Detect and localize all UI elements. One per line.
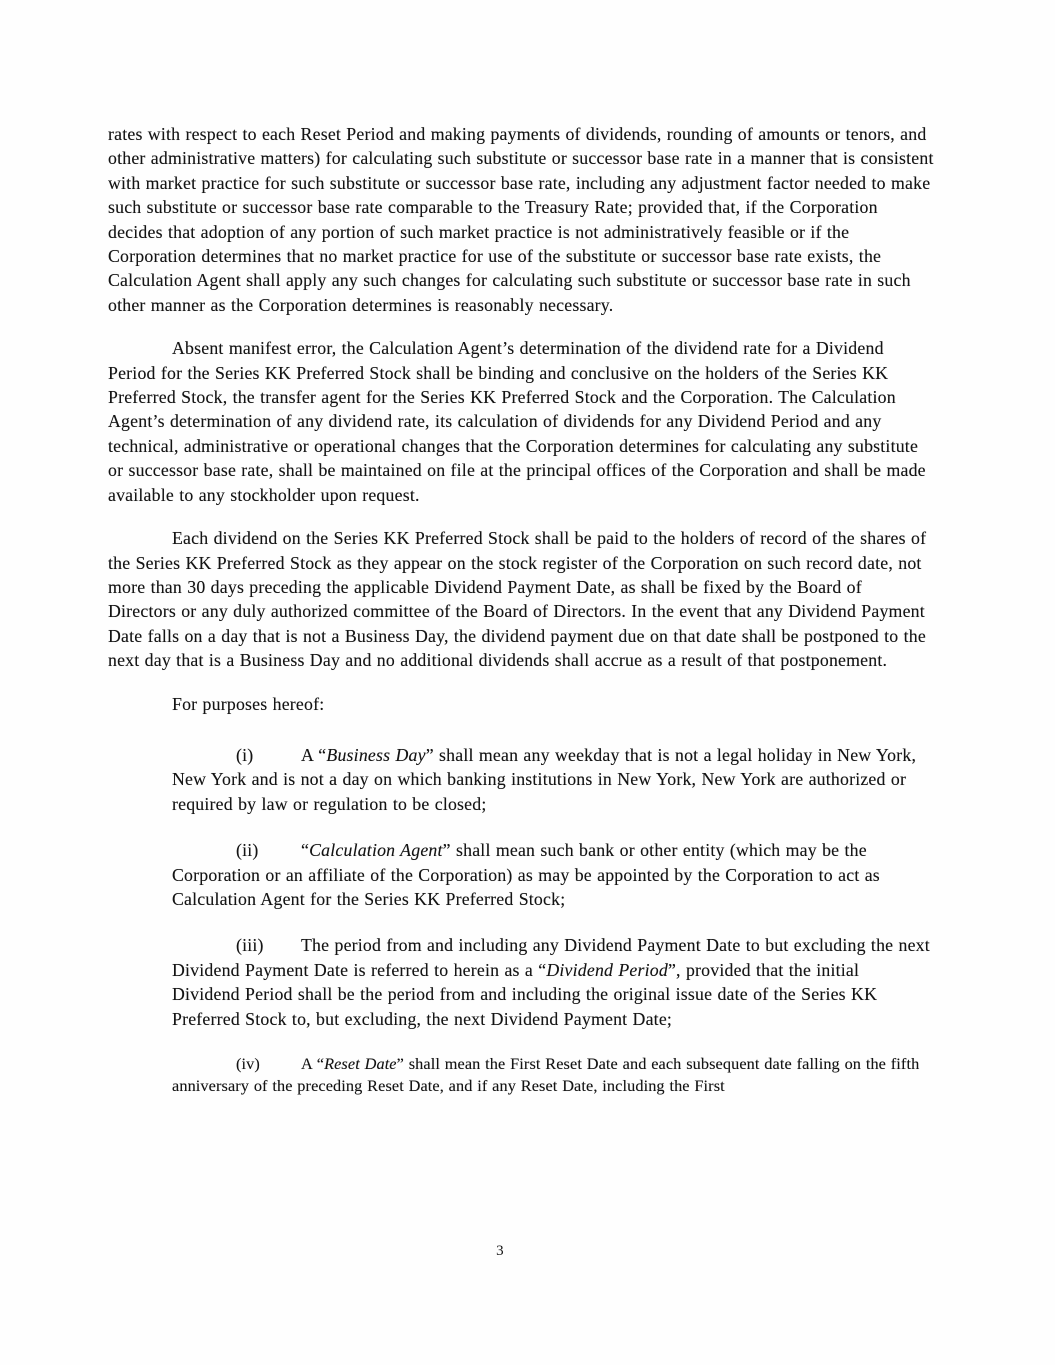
paragraph-for-purposes-hereof: For purposes hereof:: [172, 693, 325, 714]
definition-item-reset-date: [172, 1053, 932, 1098]
defined-term: Dividend Period: [546, 959, 668, 980]
paragraph-base-rate-continuation: rates with respect to each Reset Period and making payments of dividends, rounding of amounts or tenors, and other administrative matters) for calculating such substitute or successor base rate in a manner that is consistent with market practice for such substitute or successor base rate, including any adjustment factor needed to make such substitute or successor base rate comparable to the Treasury Rate; provided that, if the Corporation decides that adoption of any portion of such market practice is not administratively feasible or if the Corporation determines that no market practice for use of the substitute or successor base rate exists, the Calculation Agent shall apply any such changes for calculating such substitute or successor base rate in such other manner as the Corporation determines is reasonably necessary.: [108, 124, 934, 315]
page-number: 3: [496, 1243, 504, 1259]
definition-text: ”, provided that the initial Dividend Period shall be the period from and including the original issue date of the Series KK Preferred Stock to, but excluding, the next Dividend Payment Date;: [172, 959, 878, 1029]
definition-text: ” shall mean the First Reset Date and each subsequent date falling on the fifth anniversary of the preceding Reset Date, and if any Reset Date, including the First: [172, 1054, 920, 1096]
definition-text: A “: [301, 744, 327, 765]
definition-text: The period from and including any Dividend Payment Date to but excluding the next Dividend Payment Date is referred to herein as a “: [172, 935, 930, 980]
definition-text: A “: [301, 1054, 325, 1073]
definition-item-dividend-period: [172, 933, 932, 1031]
paragraph-calculation-agent-determination: Absent manifest error, the Calculation Agent’s determination of the dividend rate for a Dividend Period for the Series KK Preferred Stock shall be binding and conclusive on the holders of the Series KK Preferred Stock, the transfer agent for the Series KK Preferred Stock and the Corporation. The Calculation Agent’s determination of any dividend rate, its calculation of dividends for any Dividend Period and any technical, administrative or operational changes that the Corporation determines for calculating any substitute or successor base rate, shall be maintained on file at the principal offices of the Corporation and shall be made available to any stockholder upon request.: [108, 338, 926, 505]
definition-marker: (i): [236, 744, 254, 765]
paragraph-dividend-payment: Each dividend on the Series KK Preferred Stock shall be paid to the holders of record of the shares of the Series KK Preferred Stock as they appear on the stock register of the Corporation on such record date, not more than 30 days preceding the applicable Dividend Payment Date, as shall be fixed by the Board of Directors or any duly authorized committee of the Board of Directors. In the event that any Dividend Payment Date falls on a day that is not a Business Day, the dividend payment due on that date shall be postponed to the next day that is a Business Day and no additional dividends shall accrue as a result of that postponement.: [108, 528, 927, 671]
page-content: [108, 122, 934, 1120]
defined-term: Reset Date: [324, 1054, 397, 1073]
definition-marker: (iv): [236, 1054, 260, 1073]
defined-term: Business Day: [326, 744, 426, 765]
definition-marker: (ii): [236, 840, 259, 861]
defined-term: Calculation Agent: [309, 840, 443, 861]
definition-item-calculation-agent: [172, 838, 932, 911]
definition-item-business-day: [172, 743, 932, 816]
definition-marker: (iii): [236, 935, 264, 956]
definition-text: “: [301, 840, 310, 861]
definition-text: ” shall mean such bank or other entity (which may be the Corporation or an affiliate of the Corporation) as may be appointed by the Corporation to act as Calculation Agent for the Series KK Preferred Stock;: [172, 840, 880, 909]
definition-text: ” shall mean any weekday that is not a legal holiday in New York, New York and is not a day on which banking institutions in New York, New York are authorized or required by law or regulation to be closed;: [172, 744, 917, 814]
definitions-list: [172, 743, 932, 1098]
